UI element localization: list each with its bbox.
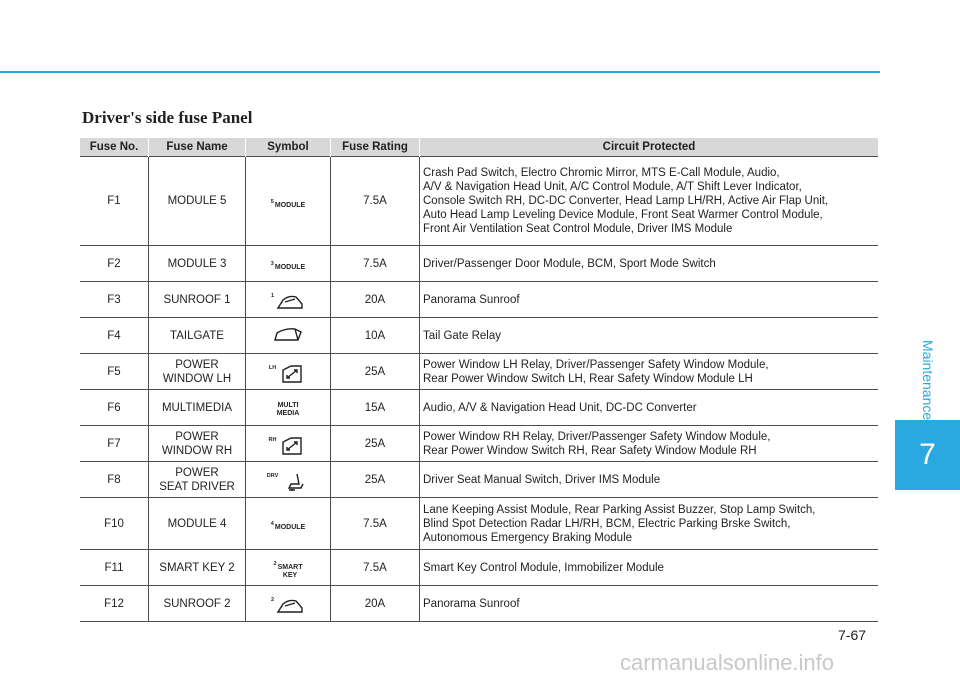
circuit-line: Audio, A/V & Navigation Head Unit, DC-DC Converter — [423, 401, 697, 414]
header-symbol: Symbol — [246, 138, 331, 157]
symbol-cell — [246, 498, 331, 550]
side-section-label: Maintenance — [920, 339, 936, 421]
circuit-line: Rear Power Window Switch LH, Rear Safety Window Module LH — [423, 372, 753, 385]
fuse-no-cell: F3 — [80, 282, 149, 318]
table-row — [80, 318, 878, 354]
circuit-line: Tail Gate Relay — [423, 329, 501, 342]
fuse-name-line: SUNROOF 1 — [163, 293, 231, 306]
fuse-name-cell — [149, 498, 246, 550]
icon-path — [275, 328, 301, 339]
circuit-protected-cell — [420, 390, 879, 426]
symbol-text-line: MODULE — [274, 264, 306, 271]
fuse-symbol — [269, 364, 307, 384]
table-row — [80, 426, 878, 462]
fuse-symbol — [271, 596, 305, 616]
table-header-row — [80, 138, 878, 157]
symbol-cell — [246, 157, 331, 246]
symbol-cell — [246, 354, 331, 390]
fuse-rating-cell: 20A — [331, 282, 420, 318]
fuse-name-cell — [149, 426, 246, 462]
fuse-rating-cell: 15A — [331, 390, 420, 426]
circuit-protected-cell — [420, 318, 879, 354]
icon-path — [283, 366, 301, 382]
symbol-cell — [246, 462, 331, 498]
fuse-symbol — [277, 398, 300, 418]
circuit-protected-cell — [420, 462, 879, 498]
circuit-line: Console Switch RH, DC-DC Converter, Head Lamp LH/RH, Active Air Flap Unit, — [423, 195, 829, 207]
tailgate-icon — [273, 324, 303, 344]
fuse-rating-cell: 7.5A — [331, 246, 420, 282]
fuse-no-cell: F12 — [80, 586, 149, 622]
symbol-text — [275, 520, 305, 532]
symbol-text-line: MODULE — [274, 201, 306, 209]
symbol-text — [277, 398, 300, 418]
fuse-table-body — [80, 157, 878, 622]
header-fuse-name: Fuse Name — [149, 138, 246, 157]
table-row — [80, 354, 878, 390]
fuse-name-line: MODULE 5 — [167, 195, 227, 207]
fuse-no-cell: F1 — [80, 157, 149, 246]
symbol-text-line: MODULE — [274, 524, 306, 531]
power-window-icon — [277, 364, 307, 384]
fuse-name-cell — [149, 318, 246, 354]
fuse-name-cell — [149, 246, 246, 282]
symbol-text-line: MEDIA — [276, 410, 300, 417]
table-row — [80, 157, 878, 246]
chapter-tab: 7 — [895, 420, 960, 490]
circuit-line: Driver Seat Manual Switch, Driver IMS Module — [423, 473, 661, 486]
symbol-cell — [246, 318, 331, 354]
circuit-line: Driver/Passenger Door Module, BCM, Sport Mode Switch — [423, 257, 716, 270]
symbol-superscript: RH — [268, 437, 277, 443]
circuit-line: Smart Key Control Module, Immobilizer Module — [423, 561, 664, 574]
icon-path — [283, 438, 301, 454]
fuse-name-line: WINDOW LH — [162, 372, 232, 385]
page-number: 7-67 — [838, 627, 867, 643]
symbol-superscript: 1 — [270, 293, 275, 299]
fuse-symbol — [271, 198, 305, 210]
fuse-symbol — [274, 560, 303, 580]
sunroof-icon — [275, 596, 305, 616]
fuse-name-cell — [149, 354, 246, 390]
fuse-no-cell: F5 — [80, 354, 149, 390]
symbol-superscript: 3 — [270, 261, 274, 267]
fuse-rating-cell: 10A — [331, 318, 420, 354]
fuse-name-line: POWER — [175, 358, 219, 371]
watermark: carmanualsonline.info — [620, 650, 835, 675]
symbol-text-line: KEY — [282, 572, 298, 579]
table-row — [80, 586, 878, 622]
icon-path — [289, 474, 303, 491]
circuit-line: Power Window LH Relay, Driver/Passenger Safety Window Module, — [423, 358, 769, 371]
table-row — [80, 462, 878, 498]
table-row — [80, 550, 878, 586]
circuit-line: Panorama Sunroof — [423, 597, 520, 610]
section-title: Driver's side fuse Panel — [82, 108, 253, 127]
fuse-no-cell: F11 — [80, 550, 149, 586]
fuse-symbol — [273, 324, 303, 344]
fuse-name-cell — [149, 550, 246, 586]
circuit-line: Power Window RH Relay, Driver/Passenger Safety Window Module, — [423, 430, 771, 443]
table-row — [80, 498, 878, 550]
fuse-symbol — [271, 260, 305, 272]
fuse-symbol — [267, 472, 310, 492]
fuse-name-line: WINDOW RH — [161, 444, 233, 457]
fuse-symbol — [271, 520, 305, 532]
fuse-rating-cell: 7.5A — [331, 157, 420, 246]
fuse-name-line: SEAT DRIVER — [159, 480, 235, 493]
fuse-name-cell — [149, 157, 246, 246]
fuse-rating-cell: 25A — [331, 426, 420, 462]
fuse-symbol — [271, 292, 305, 312]
fuse-name-line: SMART KEY 2 — [159, 561, 235, 574]
fuse-name-line: SUNROOF 2 — [163, 597, 231, 610]
fuse-name-cell — [149, 282, 246, 318]
circuit-protected-cell — [420, 550, 879, 586]
fuse-name-cell — [149, 390, 246, 426]
symbol-cell — [246, 426, 331, 462]
circuit-protected-cell — [420, 157, 879, 246]
circuit-line: A/V & Navigation Head Unit, A/C Control Module, A/T Shift Lever Indicator, — [423, 181, 802, 193]
header-fuse-rating: Fuse Rating — [331, 138, 420, 157]
symbol-superscript: 2 — [270, 597, 275, 603]
circuit-protected-cell — [420, 282, 879, 318]
fuse-name-cell — [149, 462, 246, 498]
symbol-cell — [246, 586, 331, 622]
fuse-rating-cell: 25A — [331, 354, 420, 390]
fuse-rating-cell: 25A — [331, 462, 420, 498]
fuse-no-cell: F6 — [80, 390, 149, 426]
symbol-text-line: MULTI — [277, 402, 299, 409]
table-row — [80, 282, 878, 318]
symbol-cell — [246, 390, 331, 426]
table-row — [80, 246, 878, 282]
fuse-rating-cell: 7.5A — [331, 550, 420, 586]
sunroof-icon — [275, 292, 305, 312]
symbol-cell — [246, 550, 331, 586]
fuse-symbol — [269, 436, 308, 456]
fuse-name-line: TAILGATE — [170, 329, 224, 342]
circuit-line: Autonomous Emergency Braking Module — [423, 531, 633, 544]
symbol-text — [278, 560, 303, 580]
fuse-no-cell: F10 — [80, 498, 149, 550]
fuse-name-line: MODULE 3 — [167, 257, 227, 270]
fuse-name-line: MODULE 4 — [167, 517, 227, 530]
circuit-protected-cell — [420, 586, 879, 622]
circuit-protected-cell — [420, 246, 879, 282]
fuse-no-cell: F4 — [80, 318, 149, 354]
symbol-superscript: 5 — [270, 198, 274, 205]
fuse-name-line: MULTIMEDIA — [161, 401, 233, 414]
circuit-line: Blind Spot Detection Radar LH/RH, BCM, Electric Parking Brske Switch, — [423, 517, 791, 530]
symbol-superscript: 2 — [273, 561, 277, 567]
circuit-line: Lane Keeping Assist Module, Rear Parking Assist Buzzer, Stop Lamp Switch, — [423, 503, 816, 516]
symbol-superscript: 4 — [270, 521, 274, 527]
header-fuse-no: Fuse No. — [80, 138, 149, 157]
circuit-line: Panorama Sunroof — [423, 293, 520, 306]
circuit-line: Crash Pad Switch, Electro Chromic Mirror, MTS E-Call Module, Audio, — [423, 167, 780, 179]
fuse-name-line: POWER — [175, 466, 219, 479]
fuse-rating-cell: 7.5A — [331, 498, 420, 550]
icon-path — [278, 296, 302, 308]
circuit-line: Auto Head Lamp Leveling Device Module, Front Seat Warmer Control Module, — [423, 209, 823, 221]
fuse-no-cell: F8 — [80, 462, 149, 498]
symbol-superscript: DRV — [266, 473, 279, 479]
symbol-cell — [246, 246, 331, 282]
symbol-text — [275, 260, 305, 272]
circuit-line: Rear Power Window Switch RH, Rear Safety Window Module RH — [423, 444, 757, 457]
table-row — [80, 390, 878, 426]
fuse-rating-cell: 20A — [331, 586, 420, 622]
circuit-line: Front Air Ventilation Seat Control Module, Driver IMS Module — [423, 223, 733, 235]
fuse-name-line: POWER — [175, 430, 219, 443]
symbol-text — [275, 198, 305, 210]
symbol-cell — [246, 282, 331, 318]
fuse-table — [80, 138, 878, 622]
circuit-protected-cell — [420, 426, 879, 462]
power-seat-icon — [279, 472, 309, 492]
top-rule — [0, 71, 880, 73]
fuse-no-cell: F2 — [80, 246, 149, 282]
header-circuit-protected: Circuit Protected — [420, 138, 879, 157]
fuse-no-cell: F7 — [80, 426, 149, 462]
circuit-protected-cell — [420, 498, 879, 550]
fuse-name-cell — [149, 586, 246, 622]
symbol-text-line: SMART — [277, 564, 303, 571]
icon-path — [278, 600, 302, 612]
power-window-icon — [277, 436, 307, 456]
symbol-superscript: LH — [268, 365, 277, 371]
circuit-protected-cell — [420, 354, 879, 390]
